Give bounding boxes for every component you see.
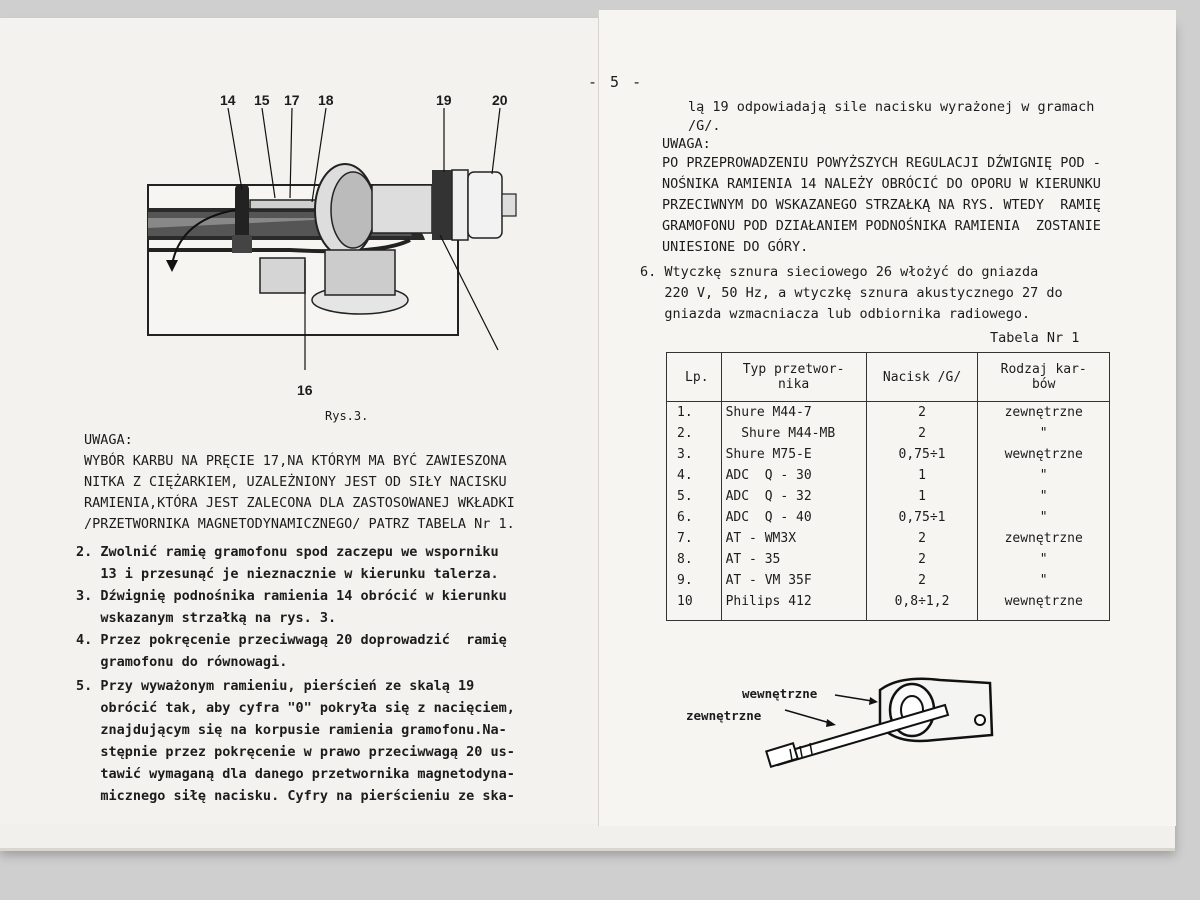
figure-label-15: 15 [254, 92, 270, 108]
step-line: 4. Przez pokręcenie przeciwwagą 20 doprowadzić ramię [76, 632, 507, 648]
left-note-line: /PRZETWORNIKA MAGNETODYNAMICZNEGO/ PATRZ TABELA Nr 1. [84, 516, 515, 532]
row-pressure: 2 [866, 549, 978, 570]
step-line: gramofonu do równowagi. [76, 654, 288, 670]
left-note-line: WYBÓR KARBU NA PRĘCIE 17,NA KTÓRYM MA BYĆ ZAWIESZONA [84, 453, 507, 469]
figure-caption: Rys.3. [325, 409, 369, 423]
right-note-line: GRAMOFONU POD DZIAŁANIEM PODNOŚNIKA RAMIENIA ZOSTANIE [662, 218, 1101, 234]
row-lp: 5. [667, 486, 722, 507]
table-row [667, 444, 1110, 465]
step-line: stępnie przez pokręcenie w prawo przeciwwagą 20 us- [76, 744, 515, 760]
row-type: AT - WM3X [721, 528, 866, 549]
row-type: ADC Q - 40 [721, 507, 866, 528]
row-lp: 4. [667, 465, 722, 486]
step-line: 3. Dźwignię podnośnika ramienia 14 obrócić w kierunku [76, 588, 507, 604]
figure-label-18: 18 [318, 92, 334, 108]
row-pressure: 2 [866, 570, 978, 591]
figure-label-20: 20 [492, 92, 508, 108]
row-notch: " [978, 486, 1110, 507]
table-row [667, 591, 1110, 621]
row-type: Shure M44-7 [721, 402, 866, 424]
row-notch: " [978, 423, 1110, 444]
row-notch: " [978, 549, 1110, 570]
tonearm-drawing [140, 90, 560, 400]
row-pressure: 2 [866, 528, 978, 549]
row-type: ADC Q - 32 [721, 486, 866, 507]
step6-line: 6. Wtyczkę sznura sieciowego 26 włożyć do gniazda [640, 264, 1039, 280]
sketch-label-outer: zewnętrzne [686, 708, 762, 723]
right-note-title: UWAGA: [662, 136, 711, 152]
row-lp: 2. [667, 423, 722, 444]
step-line: 2. Zwolnić ramię gramofonu spod zaczepu we wsporniku [76, 544, 499, 560]
row-type: ADC Q - 30 [721, 465, 866, 486]
step-line: 13 i przesunąć je nieznacznie w kierunku talerza. [76, 566, 499, 582]
header-pressure: Nacisk /G/ [866, 353, 978, 402]
right-note-line: PRZECIWNYM DO WSKAZANEGO STRZAŁKĄ NA RYS. WTEDY RAMIĘ [662, 197, 1101, 213]
row-lp: 7. [667, 528, 722, 549]
step-line: wskazanym strzałką na rys. 3. [76, 610, 337, 626]
page-number: - 5 - [588, 73, 644, 91]
right-note-line: PO PRZEPROWADZENIU POWYŻSZYCH REGULACJI DŹWIGNIĘ POD - [662, 155, 1101, 171]
row-pressure: 1 [866, 486, 978, 507]
table-title: Tabela Nr 1 [990, 330, 1080, 346]
row-notch: zewnętrzne [978, 528, 1110, 549]
figure-label-16: 16 [297, 382, 313, 398]
row-notch: zewnętrzne [978, 402, 1110, 424]
row-notch: " [978, 570, 1110, 591]
figure-label-19: 19 [436, 92, 452, 108]
table-row [667, 423, 1110, 444]
tonearm-figure [140, 90, 560, 400]
figure-label-14: 14 [220, 92, 236, 108]
row-type: Philips 412 [721, 591, 866, 621]
step6-line: gniazda wzmacniacza lub odbiornika radiowego. [640, 306, 1031, 322]
right-cont-line: /G/. [688, 118, 721, 134]
table-body [667, 402, 1110, 621]
left-note-line: NITKA Z CIĘŻARKIEM, UZALEŻNIONY JEST OD SIŁY NACISKU [84, 474, 507, 490]
row-lp: 9. [667, 570, 722, 591]
row-pressure: 0,75÷1 [866, 444, 978, 465]
header-lp: Lp. [667, 353, 722, 402]
row-lp: 1. [667, 402, 722, 424]
table-header-row [667, 353, 1110, 402]
header-notch: Rodzaj kar- bów [978, 353, 1110, 402]
table-row [667, 486, 1110, 507]
row-notch: wewnętrzne [978, 591, 1110, 621]
step-line: tawić wymaganą dla danego przetwornika magnetodyna- [76, 766, 515, 782]
row-type: Shure M75-E [721, 444, 866, 465]
row-pressure: 0,75÷1 [866, 507, 978, 528]
row-lp: 10 [667, 591, 722, 621]
right-cont-line: lą 19 odpowiadają sile nacisku wyrażonej w gramach [688, 99, 1095, 115]
sketch-label-inner: wewnętrzne [742, 686, 818, 701]
step-line: micznego siłę nacisku. Cyfry na pierścieniu ze ska- [76, 788, 515, 804]
row-pressure: 2 [866, 402, 978, 424]
step-line: znajdującym się na korpusie ramienia gramofonu.Na- [76, 722, 507, 738]
table-row [667, 549, 1110, 570]
left-note-line: RAMIENIA,KTÓRA JEST ZALECONA DLA ZASTOSOWANEJ WKŁADKI [84, 495, 515, 511]
step-line: obrócić tak, aby cyfra "0" pokryła się z nacięciem, [76, 700, 515, 716]
row-type: AT - VM 35F [721, 570, 866, 591]
row-notch: " [978, 465, 1110, 486]
table-row [667, 528, 1110, 549]
row-notch: wewnętrzne [978, 444, 1110, 465]
step6-line: 220 V, 50 Hz, a wtyczkę sznura akustycznego 27 do [640, 285, 1063, 301]
table-row [667, 570, 1110, 591]
row-type: AT - 35 [721, 549, 866, 570]
notch-sketch [680, 665, 1010, 775]
row-lp: 6. [667, 507, 722, 528]
row-pressure: 2 [866, 423, 978, 444]
row-notch: " [978, 507, 1110, 528]
row-lp: 8. [667, 549, 722, 570]
row-type: Shure M44-MB [721, 423, 866, 444]
row-pressure: 1 [866, 465, 978, 486]
table-row [667, 507, 1110, 528]
step-line: 5. Przy wyważonym ramieniu, pierścień ze skalą 19 [76, 678, 475, 694]
figure-label-17: 17 [284, 92, 300, 108]
right-note-line: NOŚNIKA RAMIENIA 14 NALEŻY OBRÓCIĆ DO OPORU W KIERUNKU [662, 176, 1101, 192]
header-type: Typ przetwor- nika [721, 353, 866, 402]
row-lp: 3. [667, 444, 722, 465]
table-row [667, 402, 1110, 424]
row-pressure: 0,8÷1,2 [866, 591, 978, 621]
left-note-title: UWAGA: [84, 432, 133, 448]
spec-table [666, 352, 1110, 621]
right-note-line: UNIESIONE DO GÓRY. [662, 239, 809, 255]
table-row [667, 465, 1110, 486]
